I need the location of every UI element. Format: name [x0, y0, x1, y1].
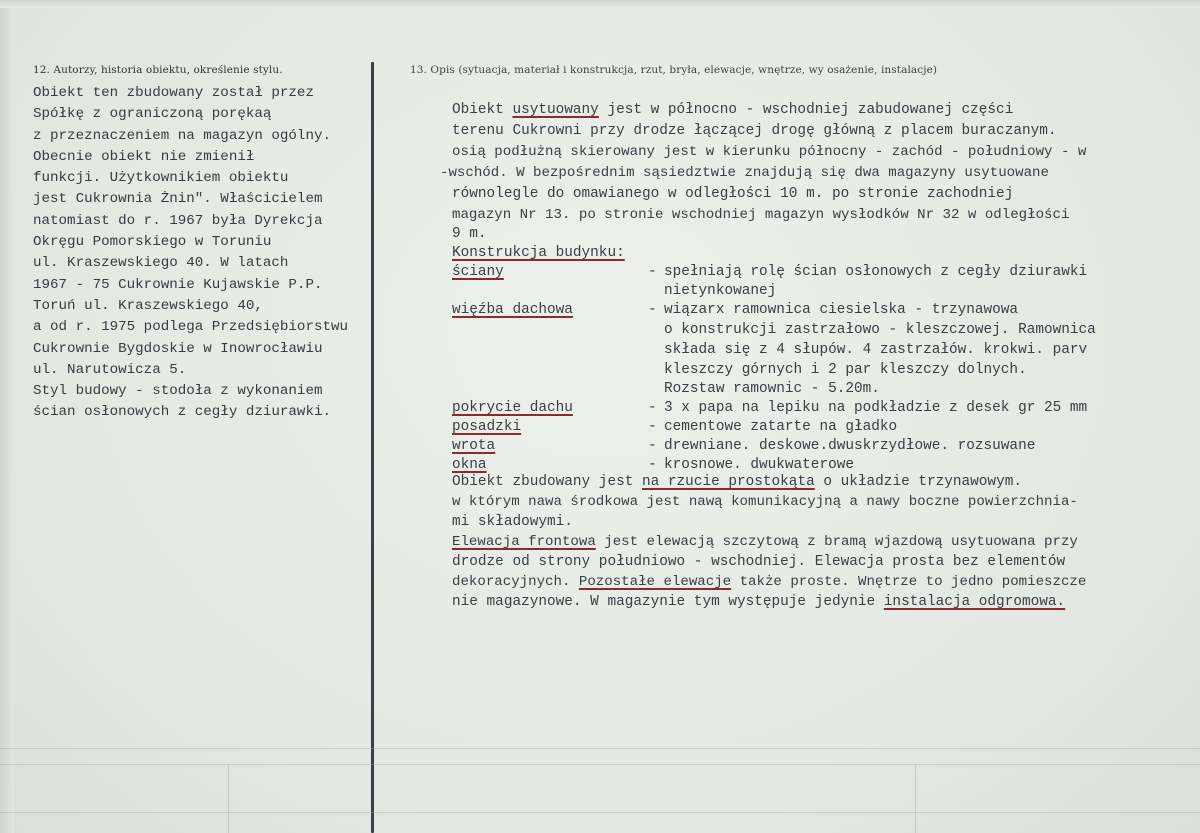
item-value: składa się z 4 słupów. 4 zastrzałów. krokwi. parv: [664, 342, 1088, 358]
page-edge-top: [0, 0, 1200, 8]
faint-rule: [228, 764, 229, 833]
description-line: Obiekt usytuowany jest w północno - wschodniej zabudowanej części: [452, 102, 1014, 118]
history-line: 1967 - 75 Cukrownie Kujawskie P.P.: [33, 276, 323, 293]
history-line: Toruń ul. Kraszewskiego 40,: [33, 297, 263, 314]
history-line: a od r. 1975 podlega Przedsiębiorstwu: [33, 319, 349, 336]
history-line: ścian osłonowych z cegły dziurawki.: [33, 404, 331, 421]
item-label: pokrycie dachu: [452, 400, 573, 416]
history-text: [33, 83, 378, 424]
description-line: Elewacja frontowa jest elewacją szczytową z bramą wjazdową usytuowana przy: [452, 534, 1078, 550]
faint-rule: [915, 764, 916, 833]
faint-rule: [0, 748, 1200, 749]
item-label: więźba dachowa: [452, 302, 573, 318]
item-value: 3 x papa na lepiku na podkładzie z desek gr 25 mm: [664, 400, 1088, 416]
history-line: jest Cukrownia Żnin". Właścicielem: [33, 191, 323, 208]
item-value: Rozstaw ramownic - 5.20m.: [664, 381, 880, 397]
item-value: cementowe zatarte na gładko: [664, 419, 898, 435]
history-line: Spółkę z ograniczoną porękaą: [33, 106, 272, 123]
section-12-header: 12. Autorzy, historia obiektu, określenie stylu.: [33, 64, 283, 76]
description-line: 9 m.: [452, 226, 487, 242]
faint-rule: [0, 764, 1200, 765]
item-label: okna: [452, 457, 487, 473]
description-line: w którym nawa środkowa jest nawą komunikacyjną a nawy boczne powierzchnia-: [452, 494, 1078, 510]
history-line: natomiast do r. 1967 była Dyrekcja: [33, 212, 323, 229]
underlined-term: instalacja odgromowa.: [883, 594, 1066, 610]
item-value: wiązarx ramownica ciesielska - trzynawowa: [664, 302, 1019, 318]
description-line: nie magazynowe. W magazynie tym występuje jedynie instalacja odgromowa.: [452, 594, 1066, 610]
item-value: o konstrukcji zastrzałowo - kleszczowej. Ramownica: [664, 322, 1096, 338]
description-line: magazyn Nr 13. po stronie wschodniej magazyn wysłodków Nr 32 w odległości: [452, 207, 1070, 223]
description-line: drodze od strony południowo - wschodniej. Elewacja prosta bez elementów: [452, 554, 1066, 570]
item-value: nietynkowanej: [664, 283, 777, 299]
reverse-side-show-through: [0, 720, 1200, 833]
document-page: 12. Autorzy, historia obiektu, określenie stylu. 13. Opis (sytuacja, materiał i konstrukcja, rzut, bryła, elewacje, wnętrze, wy osażenie, instalacje) Obiekt ten zbudowany został przez Spółkę z ograniczoną porękaą z przeznaczeniem na magazyn ogólny. Obecnie obiekt nie zmienił funkcji. Użytkownikiem obiektu jest Cukrownia Żnin". Właścicielem natomiast do r. 1967 była Dyrekcja Okręgu Pomorskiego w Toruniu ul. Kraszewskiego 40. W latach 1967 - 75 Cukrownie Kujawskie P.P. Toruń ul. Kraszewskiego 40, a od r. 1975 podlega Przedsiębiorstwu Cukrownie Bygdoskie w Inowrocławiu ul. Narutowicza 5. Styl budowy - stodoła z wykonaniem ścian osłonowych z cegły dziurawki. Obiekt usytuowany jest w północno - wschodniej zabudowanej części terenu Cukrowni przy drodze łączącej drogę główną z placem buraczanym. osią podłużną skierowany jest w kierunku północny - zachód - południowy - w -wschód. W bezpośrednim sąsiedztwie znajdują się dwa magazyny usytuowane równolegle do omawianego w odległości 10 m. po stronie zachodniej magazyn Nr 13. po stronie wschodniej magazyn wysłodków Nr 32 w odległości 9 m. Konstrukcja budynku: ściany - spełniają rolę ścian osłonowych z cegły dziurawki nietynkowanej więźba dachowa - wiązarx ramownica ciesielska - trzynawowa o konstrukcji zastrzałowo - kleszczowej. Ramownica składa się z 4 słupów. 4 zastrzałów. krokwi. parv kleszczy górnych i 2 par kleszczy dolnych. Rozstaw ramownic - 5.20m. pokrycie dachu - 3 x papa na lepiku na podkładzie z desek gr 25 mm posadzki - cementowe zatarte na gładko wrota - drewniane. deskowe.dwuskrzydłowe. rozsuwane okna - krosnowe. dwukwaterowe Obiekt zbudowany jest na rzucie prostokąta o układzie trzynawowym. w którym nawa środkowa jest nawą komunikacyjną a nawy boczne powierzchnia- mi składowymi. Elewacja frontowa jest elewacją szczytową z bramą wjazdową usytuowana przy drodze od strony południowo - wschodniej. Elewacja prosta bez elementów dekoracyjnych. Pozostałe elewacje także proste. Wnętrze to jedno pomieszcze nie magazynowe. W magazynie tym występuje jedynie instalacja odgromowa.: [0, 0, 1200, 833]
item-value: kleszczy górnych i 2 par kleszczy dolnych.: [664, 362, 1027, 378]
description-line: równolegle do omawianego w odległości 10 m. po stronie zachodniej: [452, 186, 1014, 202]
underlined-term: usytuowany: [512, 102, 599, 118]
history-line: Styl budowy - stodoła z wykonaniem: [33, 383, 323, 400]
underlined-term: na rzucie prostokąta: [642, 474, 815, 490]
history-line: Obecnie obiekt nie zmienił: [33, 148, 255, 165]
history-line: Obiekt ten zbudowany został przez: [33, 85, 314, 101]
faint-rule: [0, 812, 1200, 813]
description-line: terenu Cukrowni przy drodze łączącej drogę główną z placem buraczanym.: [452, 123, 1057, 139]
construction-heading: Konstrukcja budynku:: [452, 245, 625, 261]
history-line: z przeznaczeniem na magazyn ogólny.: [33, 127, 331, 144]
underlined-term: Pozostałe elewacje: [578, 574, 732, 590]
item-label: ściany: [452, 264, 504, 280]
description-line: dekoracyjnych. Pozostałe elewacje także proste. Wnętrze to jedno pomieszcze: [452, 574, 1087, 590]
item-value: drewniane. deskowe.dwuskrzydłowe. rozsuwane: [664, 438, 1036, 454]
item-label: posadzki: [452, 419, 522, 435]
page-edge-left: [0, 0, 14, 833]
description-line: osią podłużną skierowany jest w kierunku północny - zachód - południowy - w: [452, 144, 1087, 160]
item-value: spełniają rolę ścian osłonowych z cegły dziurawki: [664, 264, 1088, 280]
underlined-term: Elewacja frontowa: [452, 534, 596, 550]
history-line: Okręgu Pomorskiego w Toruniu: [33, 234, 272, 251]
description-line: mi składowymi.: [452, 514, 573, 530]
item-label: wrota: [452, 438, 496, 454]
description-line: Obiekt zbudowany jest na rzucie prostokąta o układzie trzynawowym.: [452, 474, 1022, 490]
section-13-header: 13. Opis (sytuacja, materiał i konstrukcja, rzut, bryła, elewacje, wnętrze, wy osażenie, instalacje): [410, 64, 938, 76]
description-line: -wschód. W bezpośrednim sąsiedztwie znajdują się dwa magazyny usytuowane: [440, 165, 1049, 181]
history-line: Cukrownie Bygdoskie w Inowrocławiu: [33, 340, 323, 357]
item-value: krosnowe. dwukwaterowe: [664, 457, 854, 473]
history-line: ul. Kraszewskiego 40. W latach: [33, 255, 289, 272]
history-line: funkcji. Użytkownikiem obiektu: [33, 170, 289, 187]
history-line: ul. Narutowicza 5.: [33, 361, 187, 378]
